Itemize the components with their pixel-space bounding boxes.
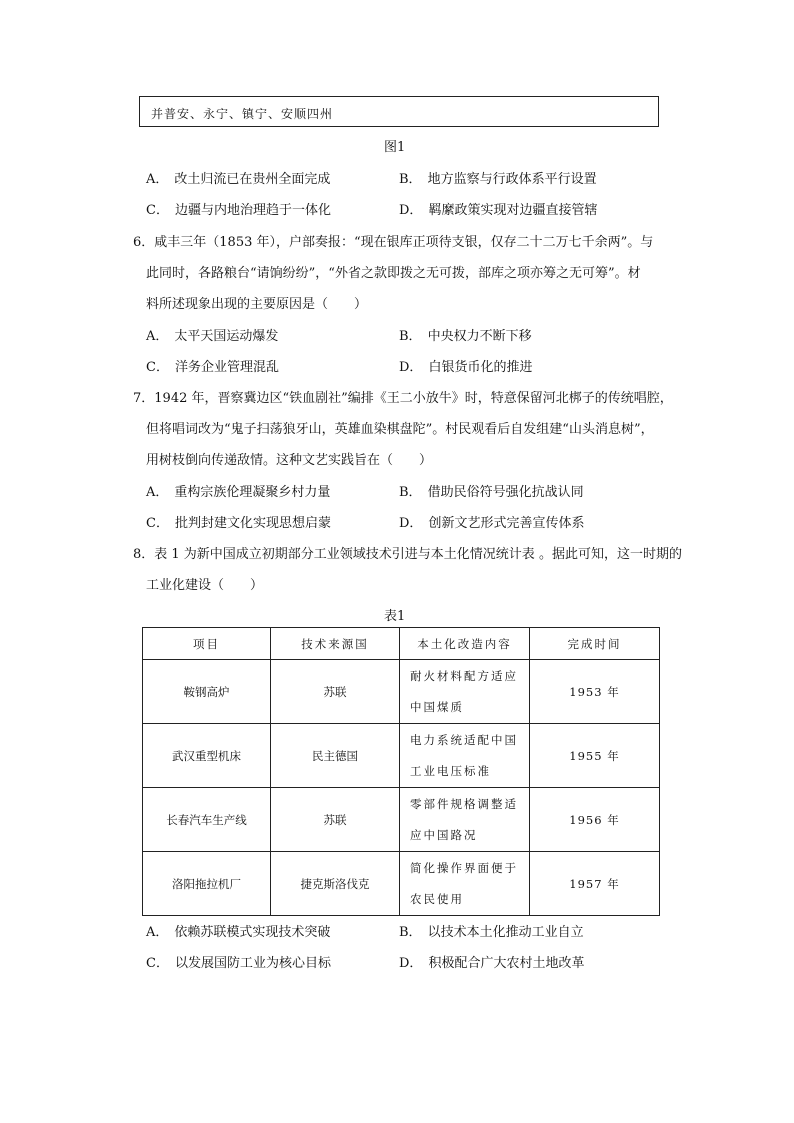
q7-option-b: B． 借助民俗符号强化抗战认同 (399, 485, 584, 500)
cell-year: 1955 年 (530, 724, 660, 788)
q7-stem-line-1: 7．1942 年，晋察冀边区“铁血剧社”编排《王二小放牛》时，特意保留河北梆子的传统唱腔， (133, 391, 673, 406)
table-row (143, 660, 660, 724)
q7-stem-line-2: 但将唱词改为“鬼子扫荡狼牙山，英雄血染棋盘陀”。村民观看后自发组建“山头消息树”， (146, 422, 654, 437)
q5-option-b: B． 地方监察与行政体系平行设置 (399, 172, 597, 187)
figure-1-text: 并普安、永宁、镇宁、安顺四州 (151, 107, 334, 121)
cell-source: 苏联 (271, 660, 400, 724)
q6-stem-line-1: 6．咸丰三年（1853 年），户部奏报：“现在银库正项待支银，仅存二十二万七千余两”。与 (133, 235, 654, 250)
q5-option-a: A． 改土归流已在贵州全面完成 (146, 172, 331, 187)
table-row (143, 724, 660, 788)
cell-item: 武汉重型机床 (143, 724, 271, 788)
cell-item: 长春汽车生产线 (143, 788, 271, 852)
q8-option-d: D． 积极配合广大农村土地改革 (399, 956, 585, 971)
table-1 (142, 627, 660, 916)
q6-option-a: A． 太平天国运动爆发 (146, 329, 279, 344)
q6-stem-line-2: 此同时，各路粮台“请饷纷纷”，“外省之款即拨之无可拨，部库之项亦筹之无可筹”。材 (146, 266, 641, 281)
q8-option-c: C． 以发展国防工业为核心目标 (146, 956, 331, 971)
figure-1-box (139, 96, 659, 127)
q7-stem-line-3: 用树枝倒向传递敌情。这种文艺实践旨在（ ） (146, 453, 433, 468)
q8-option-b: B． 以技术本土化推动工业自立 (399, 925, 584, 940)
cell-year: 1956 年 (530, 788, 660, 852)
cell-item: 鞍钢高炉 (143, 660, 271, 724)
cell-item: 洛阳拖拉机厂 (143, 852, 271, 916)
table-header-source: 技术来源国 (271, 628, 400, 660)
q8-stem-line-2: 工业化建设（ ） (146, 578, 264, 593)
cell-modification: 简化操作界面便于 农民使用 (400, 852, 530, 916)
figure-caption: 图1 (384, 140, 406, 155)
q8-stem-line-1: 8．表 1 为新中国成立初期部分工业领域技术引进与本土化情况统计表 。据此可知，这一时期的 (133, 547, 682, 562)
q7-option-a: A． 重构宗族伦理凝聚乡村力量 (146, 485, 331, 500)
q6-option-b: B． 中央权力不断下移 (399, 329, 532, 344)
cell-year: 1953 年 (530, 660, 660, 724)
table-row (143, 788, 660, 852)
q5-option-c: C． 边疆与内地治理趋于一体化 (146, 203, 331, 218)
cell-modification: 耐火材料配方适应 中国煤质 (400, 660, 530, 724)
table-row (143, 852, 660, 916)
q7-option-c: C． 批判封建文化实现思想启蒙 (146, 516, 331, 531)
table-header-modification: 本土化改造内容 (400, 628, 530, 660)
cell-source: 苏联 (271, 788, 400, 852)
table-header-row (143, 628, 660, 660)
table-header-item: 项目 (143, 628, 271, 660)
cell-modification: 电力系统适配中国 工业电压标准 (400, 724, 530, 788)
table-caption: 表1 (384, 609, 406, 624)
q6-stem-line-3: 料所述现象出现的主要原因是（ ） (146, 297, 368, 312)
q7-option-d: D． 创新文艺形式完善宣传体系 (399, 516, 585, 531)
cell-source: 民主德国 (271, 724, 400, 788)
cell-year: 1957 年 (530, 852, 660, 916)
cell-modification: 零部件规格调整适 应中国路况 (400, 788, 530, 852)
q6-option-d: D． 白银货币化的推进 (399, 360, 533, 375)
table-header-year: 完成时间 (530, 628, 660, 660)
q6-option-c: C． 洋务企业管理混乱 (146, 360, 279, 375)
q5-option-d: D． 羁縻政策实现对边疆直接管辖 (399, 203, 598, 218)
q8-option-a: A． 依赖苏联模式实现技术突破 (146, 925, 331, 940)
cell-source: 捷克斯洛伐克 (271, 852, 400, 916)
